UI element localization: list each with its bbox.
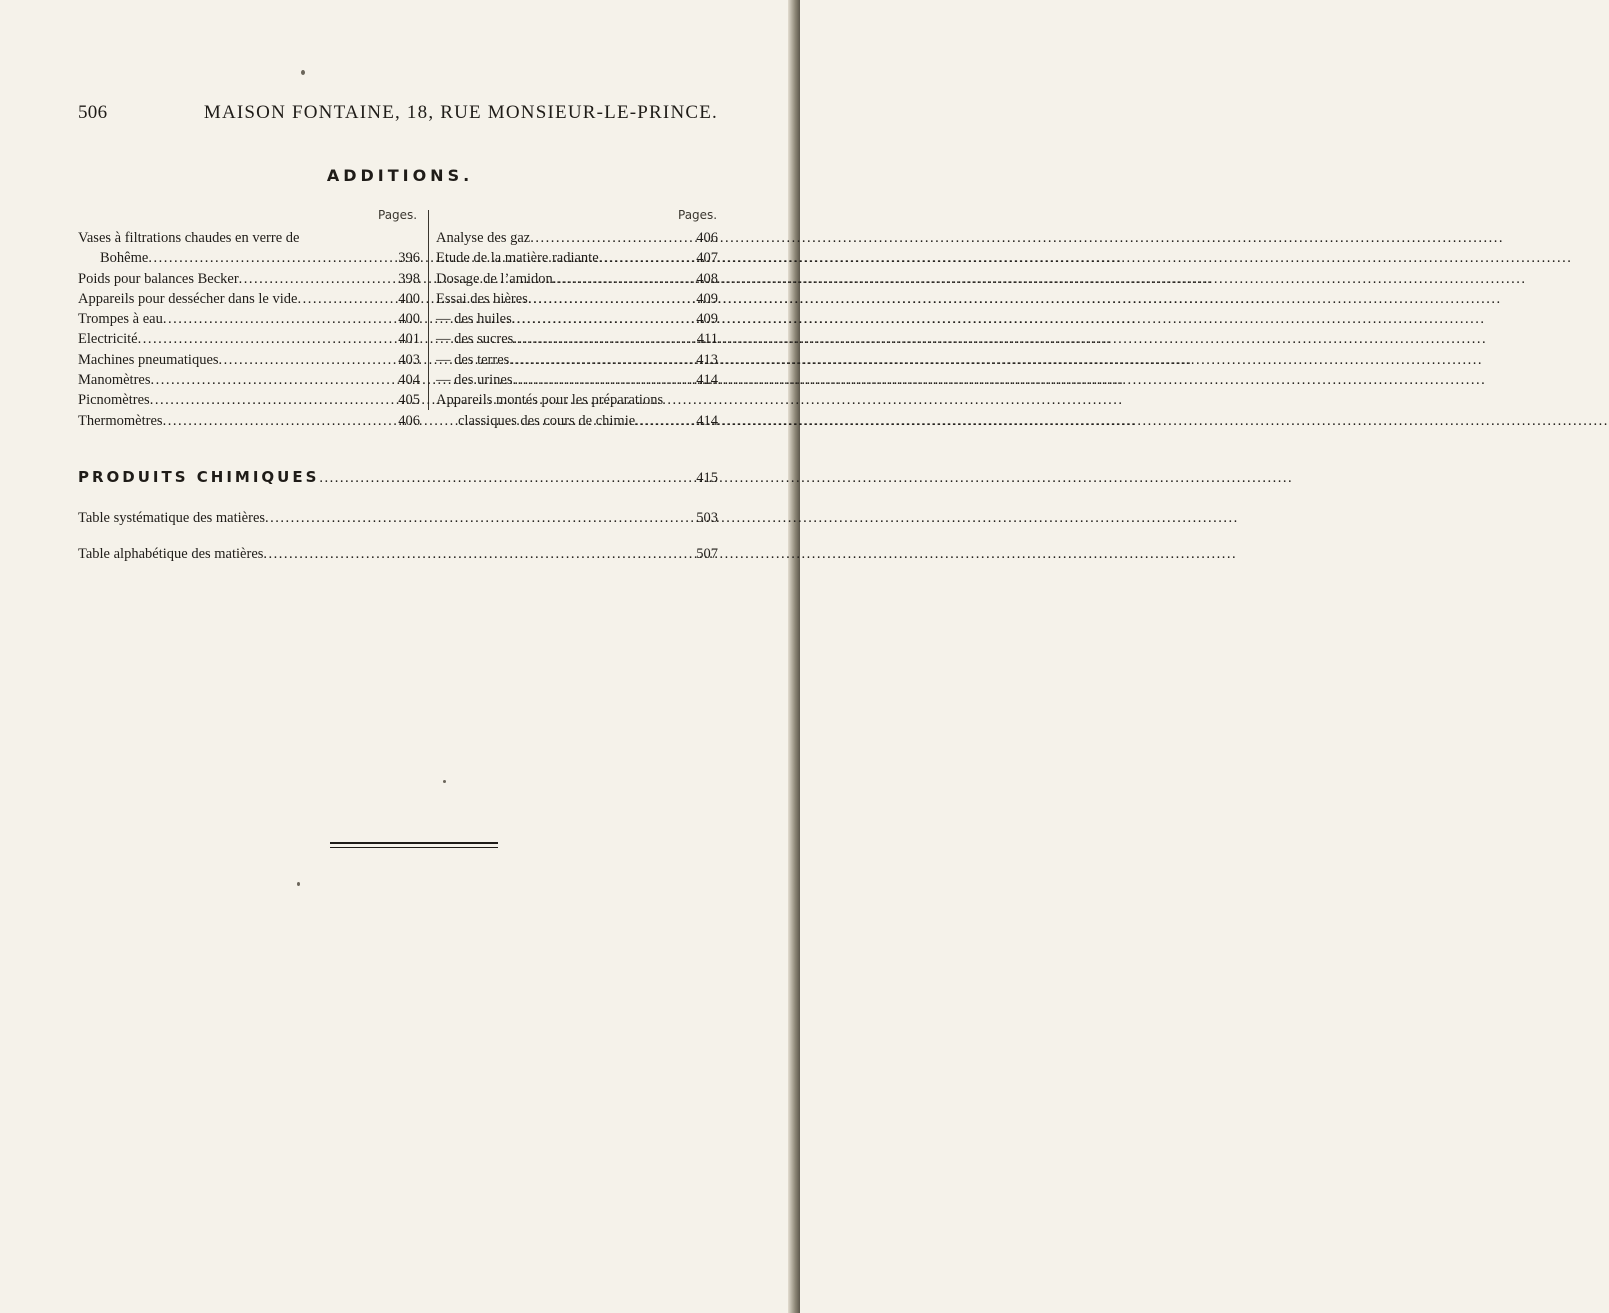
pages-heading-right: Pages. <box>678 208 718 222</box>
entry-label: Manomètres <box>78 372 151 389</box>
pages-heading-left: Pages. <box>378 208 418 222</box>
entry-page: 409 <box>696 290 718 307</box>
entry-page: 413 <box>696 351 718 368</box>
entry-label: Machines pneumatiques <box>78 351 219 368</box>
index-entry[interactable] <box>436 309 718 329</box>
leader-dots <box>265 510 689 527</box>
entry-page: 403 <box>398 351 420 368</box>
entry-label: Appareils pour dessécher dans le vide <box>78 290 298 307</box>
index-entry[interactable] <box>78 329 420 349</box>
leader-dots <box>509 350 689 370</box>
index-entry[interactable] <box>78 289 420 309</box>
page-edge-shadow <box>788 0 800 1313</box>
leader-dots <box>148 248 391 268</box>
additions-right-column <box>436 228 718 431</box>
index-entry[interactable] <box>436 269 718 289</box>
index-entry[interactable] <box>78 248 420 268</box>
leader-dots <box>138 329 391 349</box>
paper-speck <box>297 882 300 886</box>
running-title: MAISON FONTAINE, 18, RUE MONSIEUR-LE-PRINCE. <box>203 102 718 123</box>
leader-dots <box>512 309 689 329</box>
running-header <box>78 102 718 124</box>
index-entry[interactable] <box>78 411 420 431</box>
entry-page: 414 <box>696 372 718 389</box>
section-entry-produits-chimiques[interactable] <box>78 468 718 487</box>
entry-label: Poids pour balances Becker <box>78 270 239 287</box>
index-entry[interactable] <box>436 289 718 309</box>
index-entry[interactable] <box>436 329 718 349</box>
entry-label: Etude de la matière radiante <box>436 250 599 267</box>
index-entry[interactable] <box>78 228 420 248</box>
additions-title: ADDITIONS. <box>326 166 474 185</box>
page-number: 506 <box>78 102 108 123</box>
entry-page: 415 <box>696 470 718 486</box>
entry-label: Trompes à eau <box>78 311 163 328</box>
leader-dots <box>297 289 391 309</box>
entry-label: Vases à filtrations chaudes en verre de <box>78 230 300 246</box>
leader-dots <box>635 411 689 431</box>
entry-page: 408 <box>696 270 718 287</box>
index-entry[interactable] <box>436 390 718 410</box>
entry-label: Thermomètres <box>78 412 163 429</box>
entry-page: 406 <box>696 230 718 246</box>
entry-page: 405 <box>398 392 420 409</box>
end-rule-thin <box>330 847 498 848</box>
paper-speck <box>301 70 305 75</box>
entry-page: 406 <box>398 412 420 429</box>
additions-left-column <box>78 228 420 431</box>
leader-dots <box>150 390 391 410</box>
entry-page: 414 <box>696 412 718 429</box>
index-entry[interactable] <box>436 370 718 390</box>
entry-page: 400 <box>398 311 420 328</box>
entry-label: Analyse des gaz <box>436 230 531 246</box>
index-entry[interactable] <box>436 411 718 431</box>
entry-page: 503 <box>696 510 718 526</box>
entry-page: 398 <box>398 270 420 287</box>
entry-label: Dosage de l’amidon <box>436 270 553 287</box>
entry-label: — des huiles <box>436 311 512 328</box>
entry-label: Essai des bières <box>436 290 528 307</box>
entry-page: 401 <box>398 331 420 348</box>
entry-page: 411 <box>696 331 718 348</box>
section-entry-table-systematique[interactable] <box>78 510 718 527</box>
leader-dots <box>163 411 391 431</box>
leader-dots <box>553 269 689 289</box>
entry-label: Picnomètres <box>78 392 150 409</box>
leader-dots <box>319 470 689 487</box>
leader-dots <box>599 248 689 268</box>
index-entry[interactable] <box>78 350 420 370</box>
entry-page: 400 <box>398 290 420 307</box>
entry-label: — des sucres <box>436 331 514 348</box>
section-entry-table-alphabetique[interactable] <box>78 546 718 563</box>
entry-page: 507 <box>696 546 718 562</box>
index-entry[interactable] <box>78 269 420 289</box>
entry-page: 396 <box>398 250 420 267</box>
index-entry[interactable] <box>436 350 718 370</box>
entry-label: Table alphabétique des matières <box>78 546 264 562</box>
entry-label: classiques des cours de chimie <box>458 412 636 429</box>
leader-dots <box>263 546 689 563</box>
leader-dots <box>219 350 391 370</box>
leader-dots <box>150 370 391 390</box>
leader-dots <box>530 228 689 248</box>
index-entry[interactable] <box>78 370 420 390</box>
entry-label: Table systématique des matières <box>78 510 266 526</box>
entry-page: 409 <box>696 311 718 328</box>
entry-page: 404 <box>398 372 420 389</box>
entry-label: Bohême <box>100 250 149 267</box>
entry-label: Appareils montés pour les préparations <box>436 392 664 409</box>
entry-label: Electricité <box>78 331 138 348</box>
index-entry[interactable] <box>78 390 420 410</box>
entry-label: — des urines <box>436 372 513 389</box>
paper-speck <box>443 780 446 783</box>
leader-dots <box>239 269 391 289</box>
leader-dots <box>528 289 689 309</box>
entry-label: PRODUITS CHIMIQUES <box>78 468 320 486</box>
leader-dots <box>163 309 391 329</box>
end-rule-thick <box>330 842 498 844</box>
entry-label: — des terres <box>436 351 510 368</box>
index-entry[interactable] <box>436 248 718 268</box>
index-entry[interactable] <box>78 309 420 329</box>
index-entry[interactable] <box>436 228 718 248</box>
entry-page: 407 <box>696 250 718 267</box>
leader-dots <box>513 370 689 390</box>
leader-dots <box>513 329 689 349</box>
